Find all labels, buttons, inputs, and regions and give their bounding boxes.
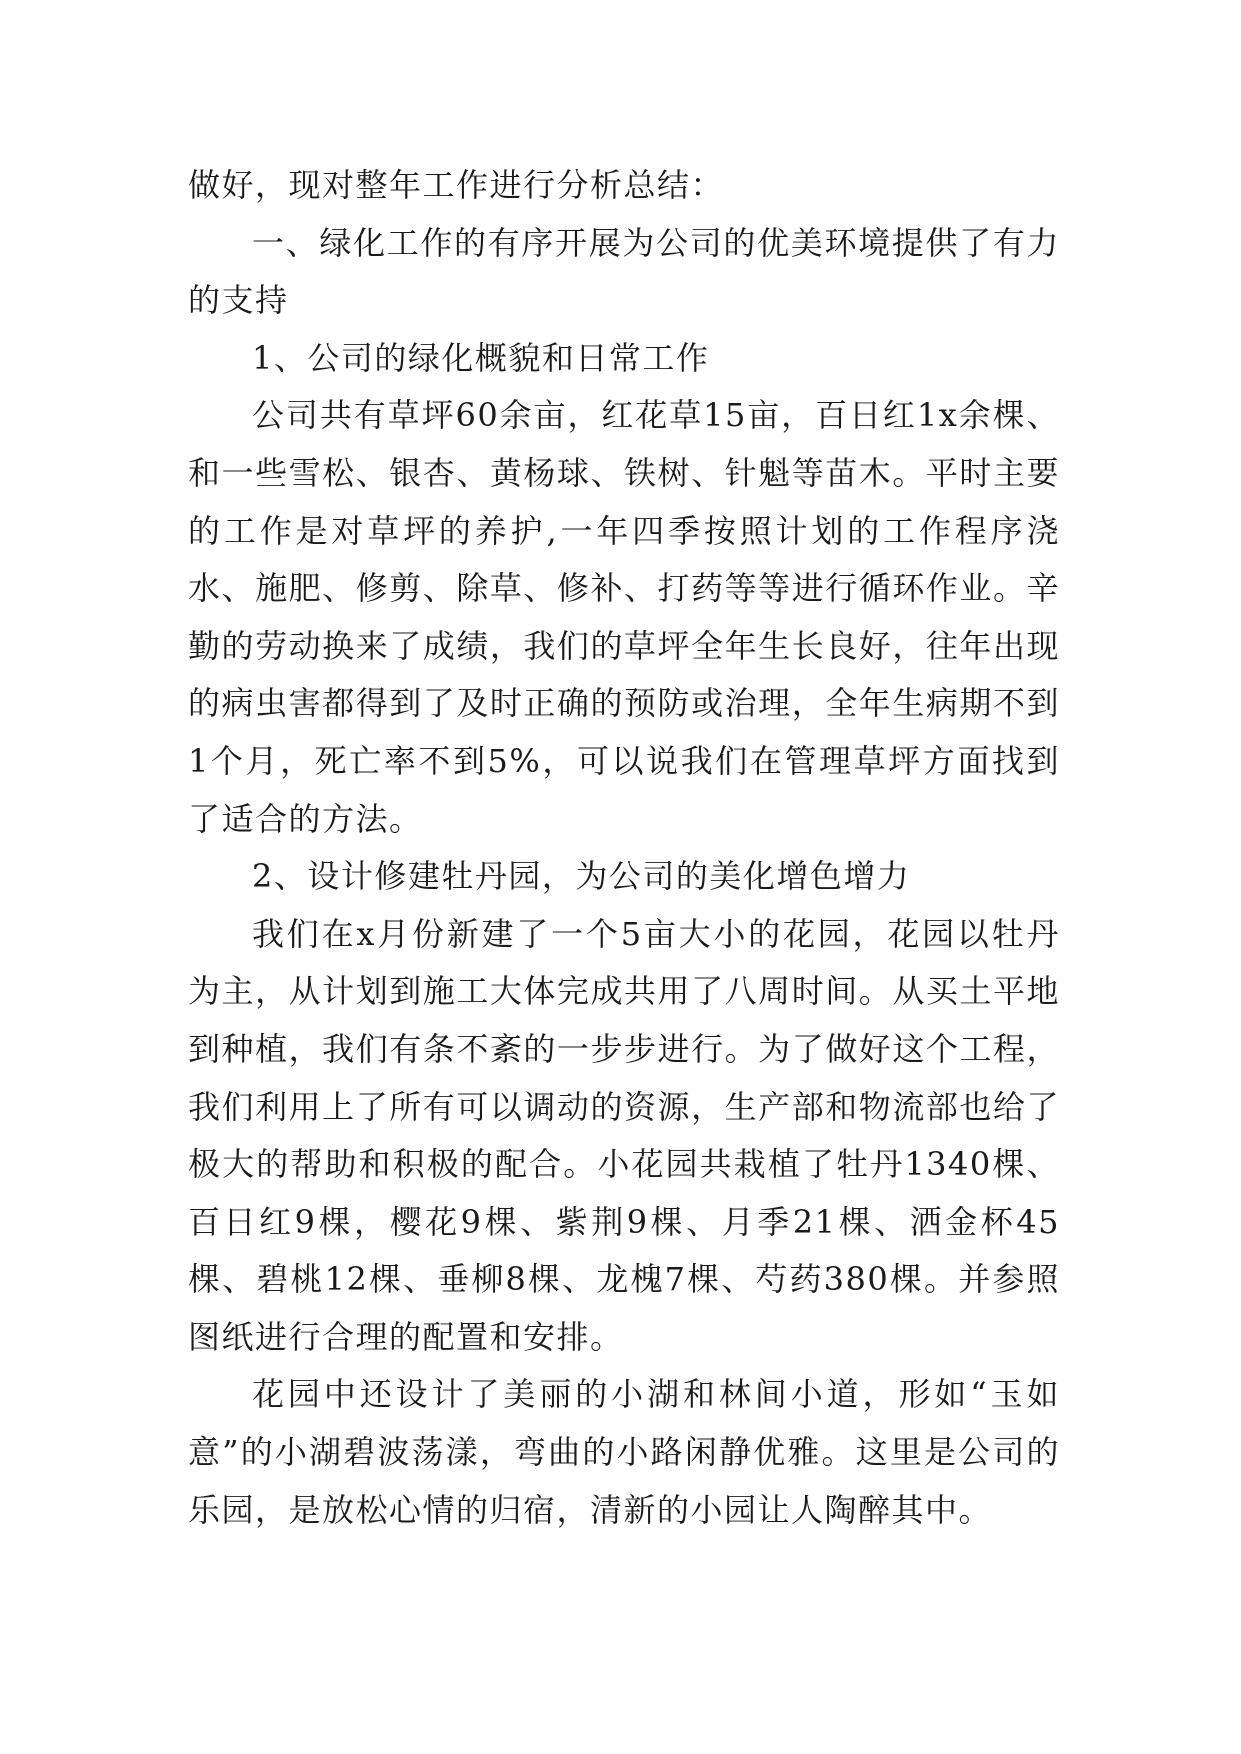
- paragraph-peony-garden-construction: 我们在x月份新建了一个5亩大小的花园，花园以牡丹为主，从计划到施工大体完成共用了八周时间。从买土平地到种植，我们有条不紊的一步步进行。为了做好这个工程，我们利用上了所有可以调动的资源，生产部和物流部也给了极大的帮助和积极的配合。小花园共栽植了牡丹1340棵、百日红9棵，樱花9棵、紫荆9棵、月季21棵、洒金杯45棵、碧桃12棵、垂柳8棵、龙槐7棵、芍药380棵。并参照图纸进行合理的配置和安排。: [188, 914, 1060, 1356]
- paragraph-lawn-maintenance: 公司共有草坪60余亩，红花草15亩，百日红1x余棵、和一些雪松、银杏、黄杨球、铁树、针魁等苗木。平时主要的工作是对草坪的养护,一年四季按照计划的工作程序浇水、施肥、修剪、除草、修补、打药等等进行循环作业。辛勤的劳动换来了成绩，我们的草坪全年生长良好，往年出现的病虫害都得到了及时正确的预防或治理，全年生病期不到1个月，死亡率不到5%，可以说我们在管理草坪方面找到了适合的方法。: [188, 396, 1060, 838]
- paragraph-continuation: 做好，现对整年工作进行分析总结：: [188, 166, 725, 204]
- paragraph-garden-lake: 花园中还设计了美丽的小湖和林间小道，形如“玉如意”的小湖碧波荡漾，弯曲的小路闲静优雅。这里是公司的乐园，是放松心情的归宿，清新的小园让人陶醉其中。: [188, 1375, 1060, 1529]
- subheading-greening-overview: 1、公司的绿化概貌和日常工作: [252, 338, 710, 377]
- section-heading-greening: 一、绿化工作的有序开展为公司的优美环境提供了有力的支持: [188, 223, 1060, 320]
- subheading-peony-garden: 2、设计修建牡丹园，为公司的美化增色增力: [252, 857, 911, 896]
- document-body: [188, 157, 1060, 1539]
